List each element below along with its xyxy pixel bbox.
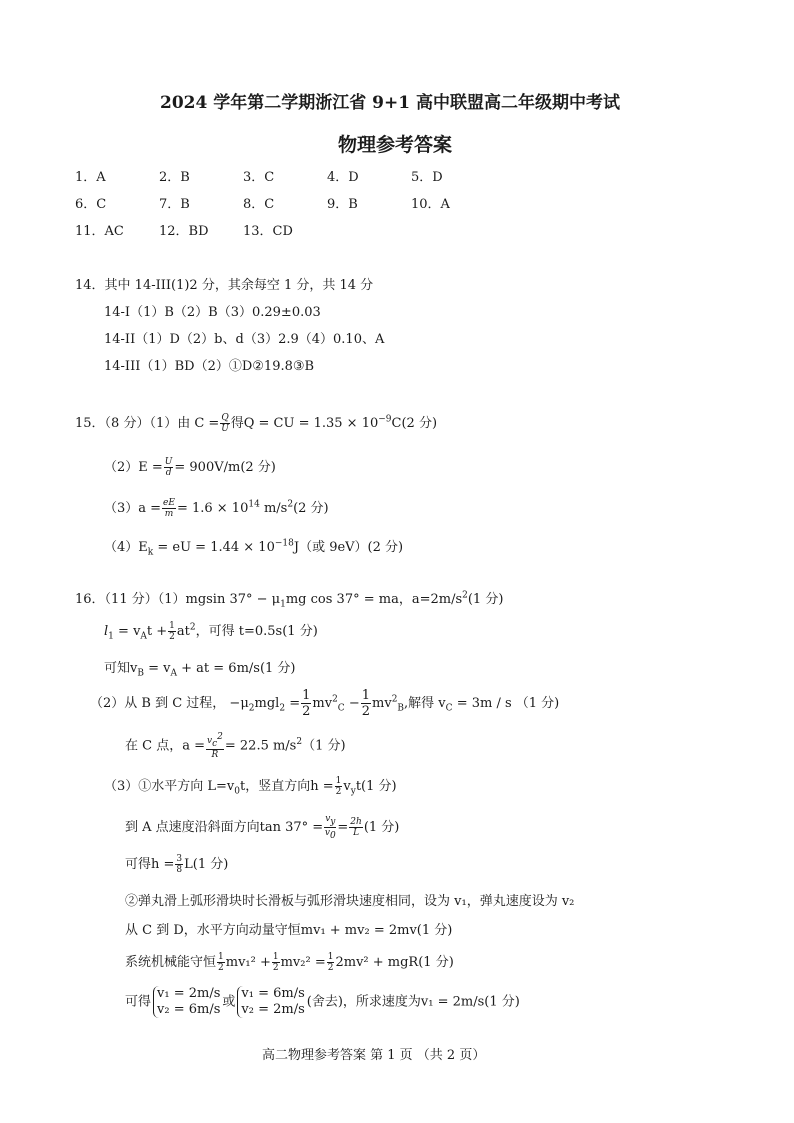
page-title: 2024 学年第二学期浙江省 9+1 高中联盟高二年级期中考试	[160, 93, 620, 113]
choice-answer: 5．D	[411, 170, 443, 185]
choice-answer: 8．C	[243, 197, 275, 212]
q15-part-1: 15．（8 分）（1）由 C = $\frac{Q}{U}$ 得Q = CU = $1.35 \times 10^{-9}C(2$ 分)	[75, 413, 438, 434]
choice-answer: 12．BD	[159, 224, 209, 239]
choice-answer: 3．C	[243, 170, 275, 185]
q15-part-4: $(4)E_k$ = eU = $1.44 \times 10^{-18}J$（或 9eV）(2 分)	[104, 538, 404, 558]
choice-answer: 1．A	[75, 170, 106, 185]
choice-answer: 6．C	[75, 197, 107, 212]
q15-part-3: （3）a = $\frac{eE}{m}$ = $1.6 \times 10^{14}$ $m/s^2(2$ 分)	[104, 498, 329, 519]
q16-line-1: 16．（11 分）（1）mgsin $37^\circ - \mu_1mg$ cos 37° = ma，$a=2m/s^2(1$ 分)	[75, 590, 504, 610]
q16-line-2: $l_1 = v_At$ + $\frac{1}{2}$ $at^2$，可得 t=0.5s(1 分)	[104, 621, 318, 642]
choice-answer: 4．D	[327, 170, 359, 185]
q14-line-3: 14-III（1）BD（2）①D②19.8③B	[104, 359, 315, 374]
q16-line-4: （2）从 B 到 C 过程， $-\mu_2mgl_2$ = $\frac{1}{2}$ $mv^2_C$ − $\frac{1}{2}$ $mv^2_B$,解得 $v_C = 3m / s$ （1 分)	[90, 688, 560, 719]
choice-answer: 2．B	[159, 170, 190, 185]
q14-heading: 14．其中 14-III(1)2 分，其余每空 1 分，共 14 分	[75, 278, 374, 293]
q16-line-7: 到 A 点速度沿斜面方向tan 37° = $\frac{v_y}{v_0}$ = $\frac{2h}{L}$ (1 分)	[125, 814, 400, 841]
page-subtitle: 物理参考答案	[338, 134, 453, 156]
page-footer: 高二物理参考答案 第 1 页 （共 2 页）	[262, 1048, 486, 1063]
choice-answer: 13．CD	[243, 224, 293, 239]
q16-line-11: 系统机械能守恒 $\frac{1}{2}$ mv₁² + $\frac{1}{2}$ mv₂² = $\frac{1}{2}$ 2mv² + mgR(1 分)	[125, 952, 454, 973]
q16-line-6: （3）①水平方向 $L=v_0t$，竖直方向h = $\frac{1}{2}$ $v_yt(1$ 分)	[104, 776, 397, 797]
choice-answer: 11．AC	[75, 224, 124, 239]
choice-answer: 9．B	[327, 197, 358, 212]
q15-part-2: （2）E = $\frac{U}{d}$ = 900V/m(2 分)	[104, 457, 276, 478]
choice-answer: 7．B	[159, 197, 190, 212]
q14-line-2: 14-II（1）D（2）b、d（3）2.9（4）0.10、A	[104, 332, 385, 347]
q16-line-9: ②弹丸滑上弧形滑块时长滑板与弧形滑块速度相同，设为 v₁，弹丸速度设为 v₂	[125, 894, 575, 909]
q16-line-3: 可知$v_B = v_A$ + at = 6m/s(1 分)	[104, 661, 296, 679]
choice-answer: 10．A	[411, 197, 450, 212]
q16-line-8: 可得h = $\frac{3}{8}$ L(1 分)	[125, 854, 229, 875]
q16-line-10: 从 C 到 D，水平方向动量守恒mv₁ + mv₂ = 2mv(1 分)	[125, 923, 453, 938]
q14-line-1: 14-I（1）B（2）B（3）0.29±0.03	[104, 305, 321, 320]
q16-line-12: 可得 v₁ = 2m/s v₂ = 6m/s 或 v₁ = 6m/s v₂ = 2m/s (舍去)，所求速度为v₁ = 2m/s(1 分)	[125, 986, 520, 1017]
q16-line-5: 在 C 点，a = $\frac{v_c^2}{R}$ = 22.5 $m/s^2(1$ 分)	[125, 732, 346, 760]
